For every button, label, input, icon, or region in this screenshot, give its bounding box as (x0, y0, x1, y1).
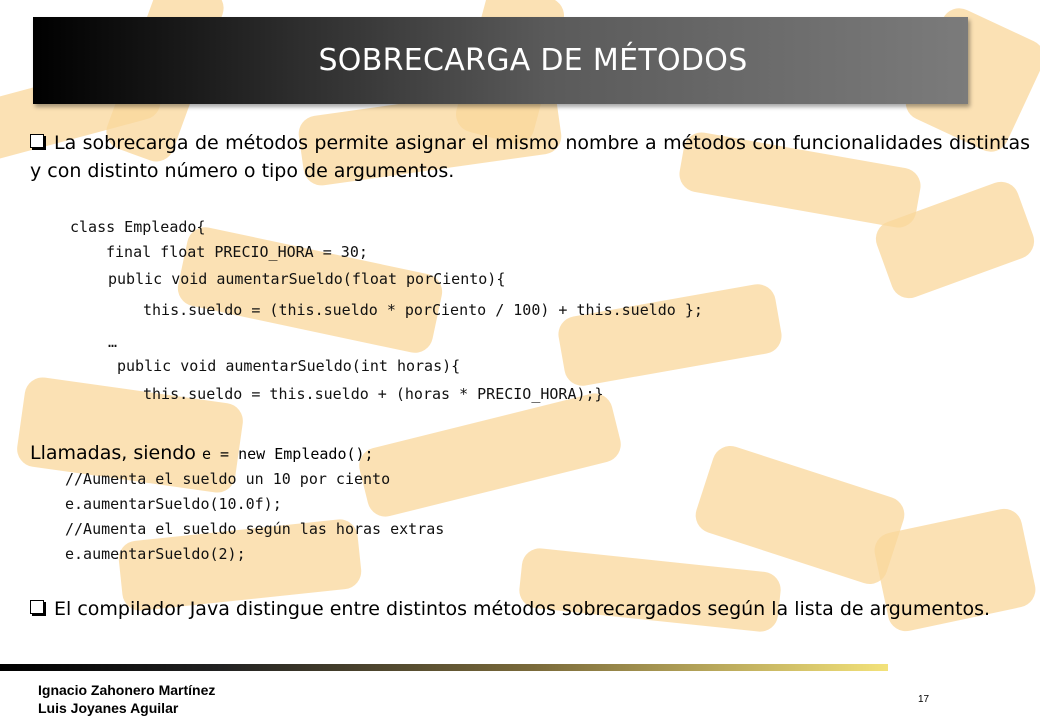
author-name: Ignacio Zahonero Martínez (38, 682, 216, 698)
bullet-paragraph-2 (30, 595, 1030, 623)
calls-label-text: Llamadas, siendo (30, 442, 196, 464)
code-line: this.sueldo = this.sueldo + (horas * PRECIO_HORA);} (143, 385, 604, 403)
calls-inline-code: e = new Empleado(); (201, 445, 374, 463)
code-line: this.sueldo = (this.sueldo * porCiento / 100) + this.sueldo }; (143, 301, 703, 319)
code-line: e.aumentarSueldo(10.0f); (65, 495, 282, 513)
bullet-paragraph-1 (30, 129, 1030, 185)
code-line: //Aumenta el sueldo según las horas extras (65, 520, 445, 538)
page-number: 17 (918, 694, 930, 705)
code-line: public void aumentarSueldo(float porCiento){ (108, 270, 506, 288)
calls-label (30, 440, 374, 467)
code-line: class Empleado{ (70, 218, 206, 236)
author-name: Luis Joyanes Aguilar (38, 700, 179, 716)
slide-title: SOBRECARGA DE MÉTODOS (318, 43, 748, 78)
footer-divider (0, 664, 888, 671)
code-line: final float PRECIO_HORA = 30; (106, 243, 368, 261)
bullet-1-text: La sobrecarga de métodos permite asignar el mismo nombre a métodos con funcionalidades distintas y con distinto número o tipo de argumentos. (30, 132, 1030, 182)
code-line: e.aumentarSueldo(2); (65, 545, 246, 563)
square-bullet-icon (30, 134, 44, 148)
code-line: //Aumenta el sueldo un 10 por ciento (65, 470, 391, 488)
code-line: public void aumentarSueldo(int horas){ (117, 357, 461, 375)
title-bar (33, 17, 968, 104)
code-line: … (108, 333, 118, 351)
bullet-2-text: El compilador Java distingue entre distintos métodos sobrecargados según la lista de argumentos. (54, 598, 991, 620)
square-bullet-icon (30, 600, 44, 614)
